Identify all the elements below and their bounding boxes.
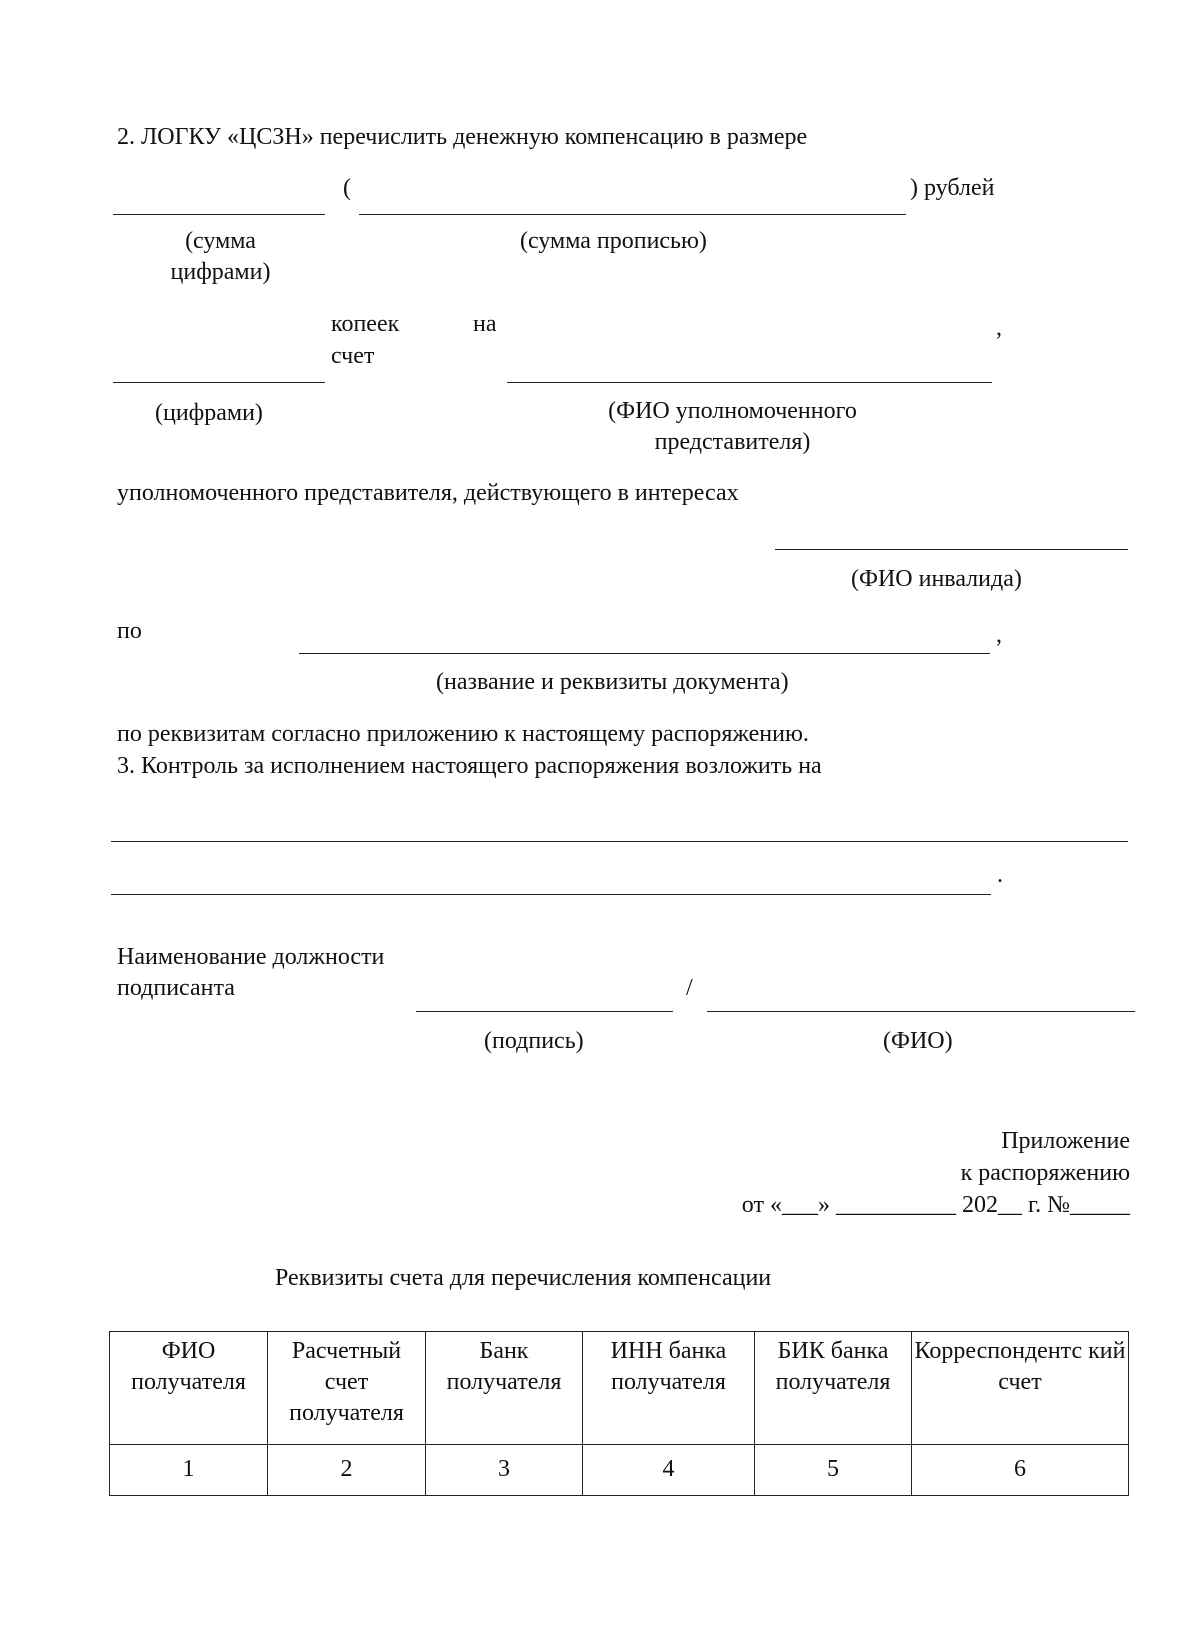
table-cell: 3 (426, 1445, 583, 1496)
table-cell: 6 (912, 1445, 1129, 1496)
kopecks-label: копеек (331, 311, 400, 337)
appendix-title: Приложение (1001, 1128, 1130, 1154)
representative-acting-text: уполномоченного представителя, действующего в интересах (117, 480, 739, 506)
caption-signer-fio: (ФИО) (883, 1028, 953, 1054)
caption-sum-digits: (сумма цифрами) (170, 228, 271, 286)
caption-digits: (цифрами) (155, 400, 263, 426)
header-settlement-account: Расчетный счет получателя (268, 1332, 426, 1445)
table-cell: 1 (110, 1445, 268, 1496)
header-bank-bik: БИК банка получателя (755, 1332, 912, 1445)
table-cell: 2 (268, 1445, 426, 1496)
header-correspondent-account: Корреспондентс кий счет (912, 1332, 1129, 1445)
open-paren: ( (343, 175, 351, 201)
caption-sum-words: (сумма прописью) (520, 228, 707, 254)
comma-1: , (996, 315, 1002, 341)
requisites-table (109, 1331, 1129, 1496)
table-cell: 5 (755, 1445, 912, 1496)
table-row (110, 1445, 1129, 1496)
appendix-date-line: от «___» __________ 202__ г. №_____ (741, 1192, 1130, 1218)
on-label: на (473, 311, 497, 337)
signature-slash: / (686, 975, 693, 1001)
comma-2: , (996, 622, 1002, 648)
paragraph-2-intro: 2. ЛОГКУ «ЦСЗН» перечислить денежную компенсацию в размере (117, 124, 808, 150)
caption-document: (название и реквизиты документа) (436, 669, 789, 695)
control-blank-1 (111, 841, 1128, 842)
by-label: по (117, 618, 142, 644)
table-header-row (110, 1332, 1129, 1445)
header-bank-inn: ИНН банка получателя (583, 1332, 755, 1445)
paragraph-3-text: 3. Контроль за исполнением настоящего распоряжения возложить на (117, 753, 822, 779)
signer-position-label: Наименование должности подписанта (117, 944, 385, 1002)
per-appendix-text: по реквизитам согласно приложению к настоящему распоряжению. (117, 721, 809, 747)
invalid-name-blank (775, 549, 1128, 550)
sum-digits-blank (113, 214, 325, 215)
caption-fio-representative: (ФИО уполномоченного представителя) (608, 398, 857, 456)
signer-fio-blank (707, 1011, 1135, 1012)
caption-signature: (подпись) (484, 1028, 584, 1054)
sum-words-blank (359, 214, 906, 215)
header-recipient-bank: Банк получателя (426, 1332, 583, 1445)
control-blank-2 (111, 894, 991, 895)
document-blank (299, 653, 990, 654)
appendix-to-order: к распоряжению (960, 1160, 1130, 1186)
table-heading: Реквизиты счета для перечисления компенсации (275, 1265, 772, 1291)
control-period: . (997, 862, 1003, 888)
rubles-label: ) рублей (910, 175, 995, 201)
header-fio-recipient: ФИО получателя (110, 1332, 268, 1445)
caption-fio-invalid: (ФИО инвалида) (851, 566, 1022, 592)
account-label: счет (331, 343, 375, 369)
rep-name-blank (507, 382, 992, 383)
signature-blank (416, 1011, 673, 1012)
kopecks-blank (113, 382, 325, 383)
table-cell: 4 (583, 1445, 755, 1496)
